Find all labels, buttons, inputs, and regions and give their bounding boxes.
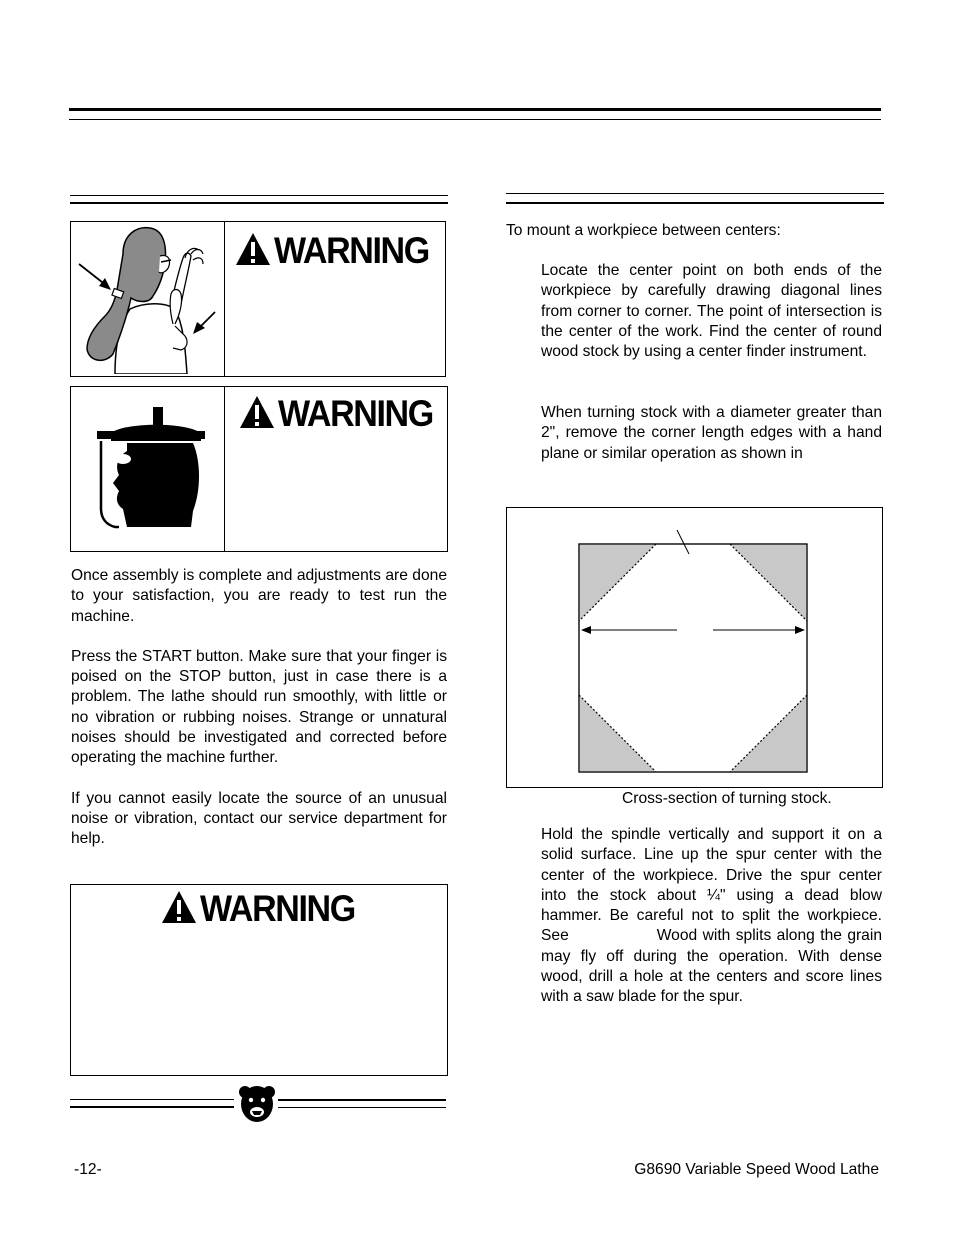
- warning-box-bottom: [70, 884, 448, 1076]
- header-rule-thin: [69, 119, 881, 120]
- warning-triangle-icon: [239, 395, 275, 429]
- warning-divider: [224, 387, 225, 551]
- cross-section-diagram: [507, 508, 884, 789]
- figure-caption: Cross-section of turning stock.: [622, 790, 832, 807]
- warning-divider: [224, 222, 225, 376]
- logo-rule-right-thin: [278, 1107, 446, 1108]
- face-shield-icon: [93, 401, 207, 531]
- left-body-text: [71, 566, 447, 850]
- paragraph-contact-service: If you cannot easily locate the source of an unusual noise or vibration, contact our service department for help.: [71, 789, 447, 848]
- logo-rule-right-thick: [278, 1099, 446, 1101]
- bear-logo-icon: [238, 1084, 276, 1124]
- step-1-text: Locate the center point on both ends of the workpiece by carefully drawing diagonal lines from corner to corner. The point of intersection is the center of the work. Find the center of round wood stock by using a center finder instrument.: [541, 262, 882, 361]
- left-section-rule-thick: [70, 202, 448, 204]
- model-title: G8690 Variable Speed Wood Lathe: [634, 1161, 879, 1178]
- step-3-part-2: Wood with splits along the grain may fly off during the operation. With dense wood, drill a hole at the centers and score lines with a saw blade for the spur.: [541, 927, 882, 1006]
- figure-box: [506, 507, 883, 788]
- step-2-text: When turning stock with a diameter greater than 2", remove the corner length edges with a hand plane or similar operation as shown in: [541, 404, 882, 462]
- warning-heading: WARNING: [278, 393, 433, 434]
- step-3-part-1: Hold the spindle vertically and support it on a solid surface. Line up the spur center with the center of the workpiece. Drive the spur center into the stock about ¼" using a dead blow hammer. Be careful not to split the workpiece. See: [541, 826, 882, 945]
- intro-text: To mount a workpiece between centers:: [506, 222, 781, 239]
- left-section-rule-thin: [70, 195, 448, 196]
- right-section-rule-thin: [506, 193, 884, 194]
- header-rule-thick: [69, 108, 881, 111]
- warning-box-face-shield: [70, 386, 448, 552]
- warning-box-hair: [70, 221, 446, 377]
- paragraph-press-start: Press the START button. Make sure that your finger is poised on the STOP button, just in case there is a problem. The lathe should run smoothly, with little or no vibration or rubbing noises. Strange or unnatural noises should be investigated and corrected before operating the machine further.: [71, 647, 447, 767]
- logo-rule-left-thick: [70, 1106, 234, 1108]
- page-number: -12-: [74, 1161, 102, 1178]
- step-3-text: [541, 825, 882, 1008]
- warning-heading: WARNING: [274, 230, 429, 271]
- logo-rule-left-thin: [70, 1099, 234, 1100]
- warning-triangle-icon: [235, 232, 271, 266]
- warning-heading: WARNING: [200, 888, 355, 929]
- right-section-rule-thick: [506, 202, 884, 204]
- long-hair-safety-icon: [75, 224, 221, 374]
- warning-triangle-icon: [161, 890, 197, 924]
- paragraph-assembly-complete: Once assembly is complete and adjustments are done to your satisfaction, you are ready to test run the machine.: [71, 567, 447, 625]
